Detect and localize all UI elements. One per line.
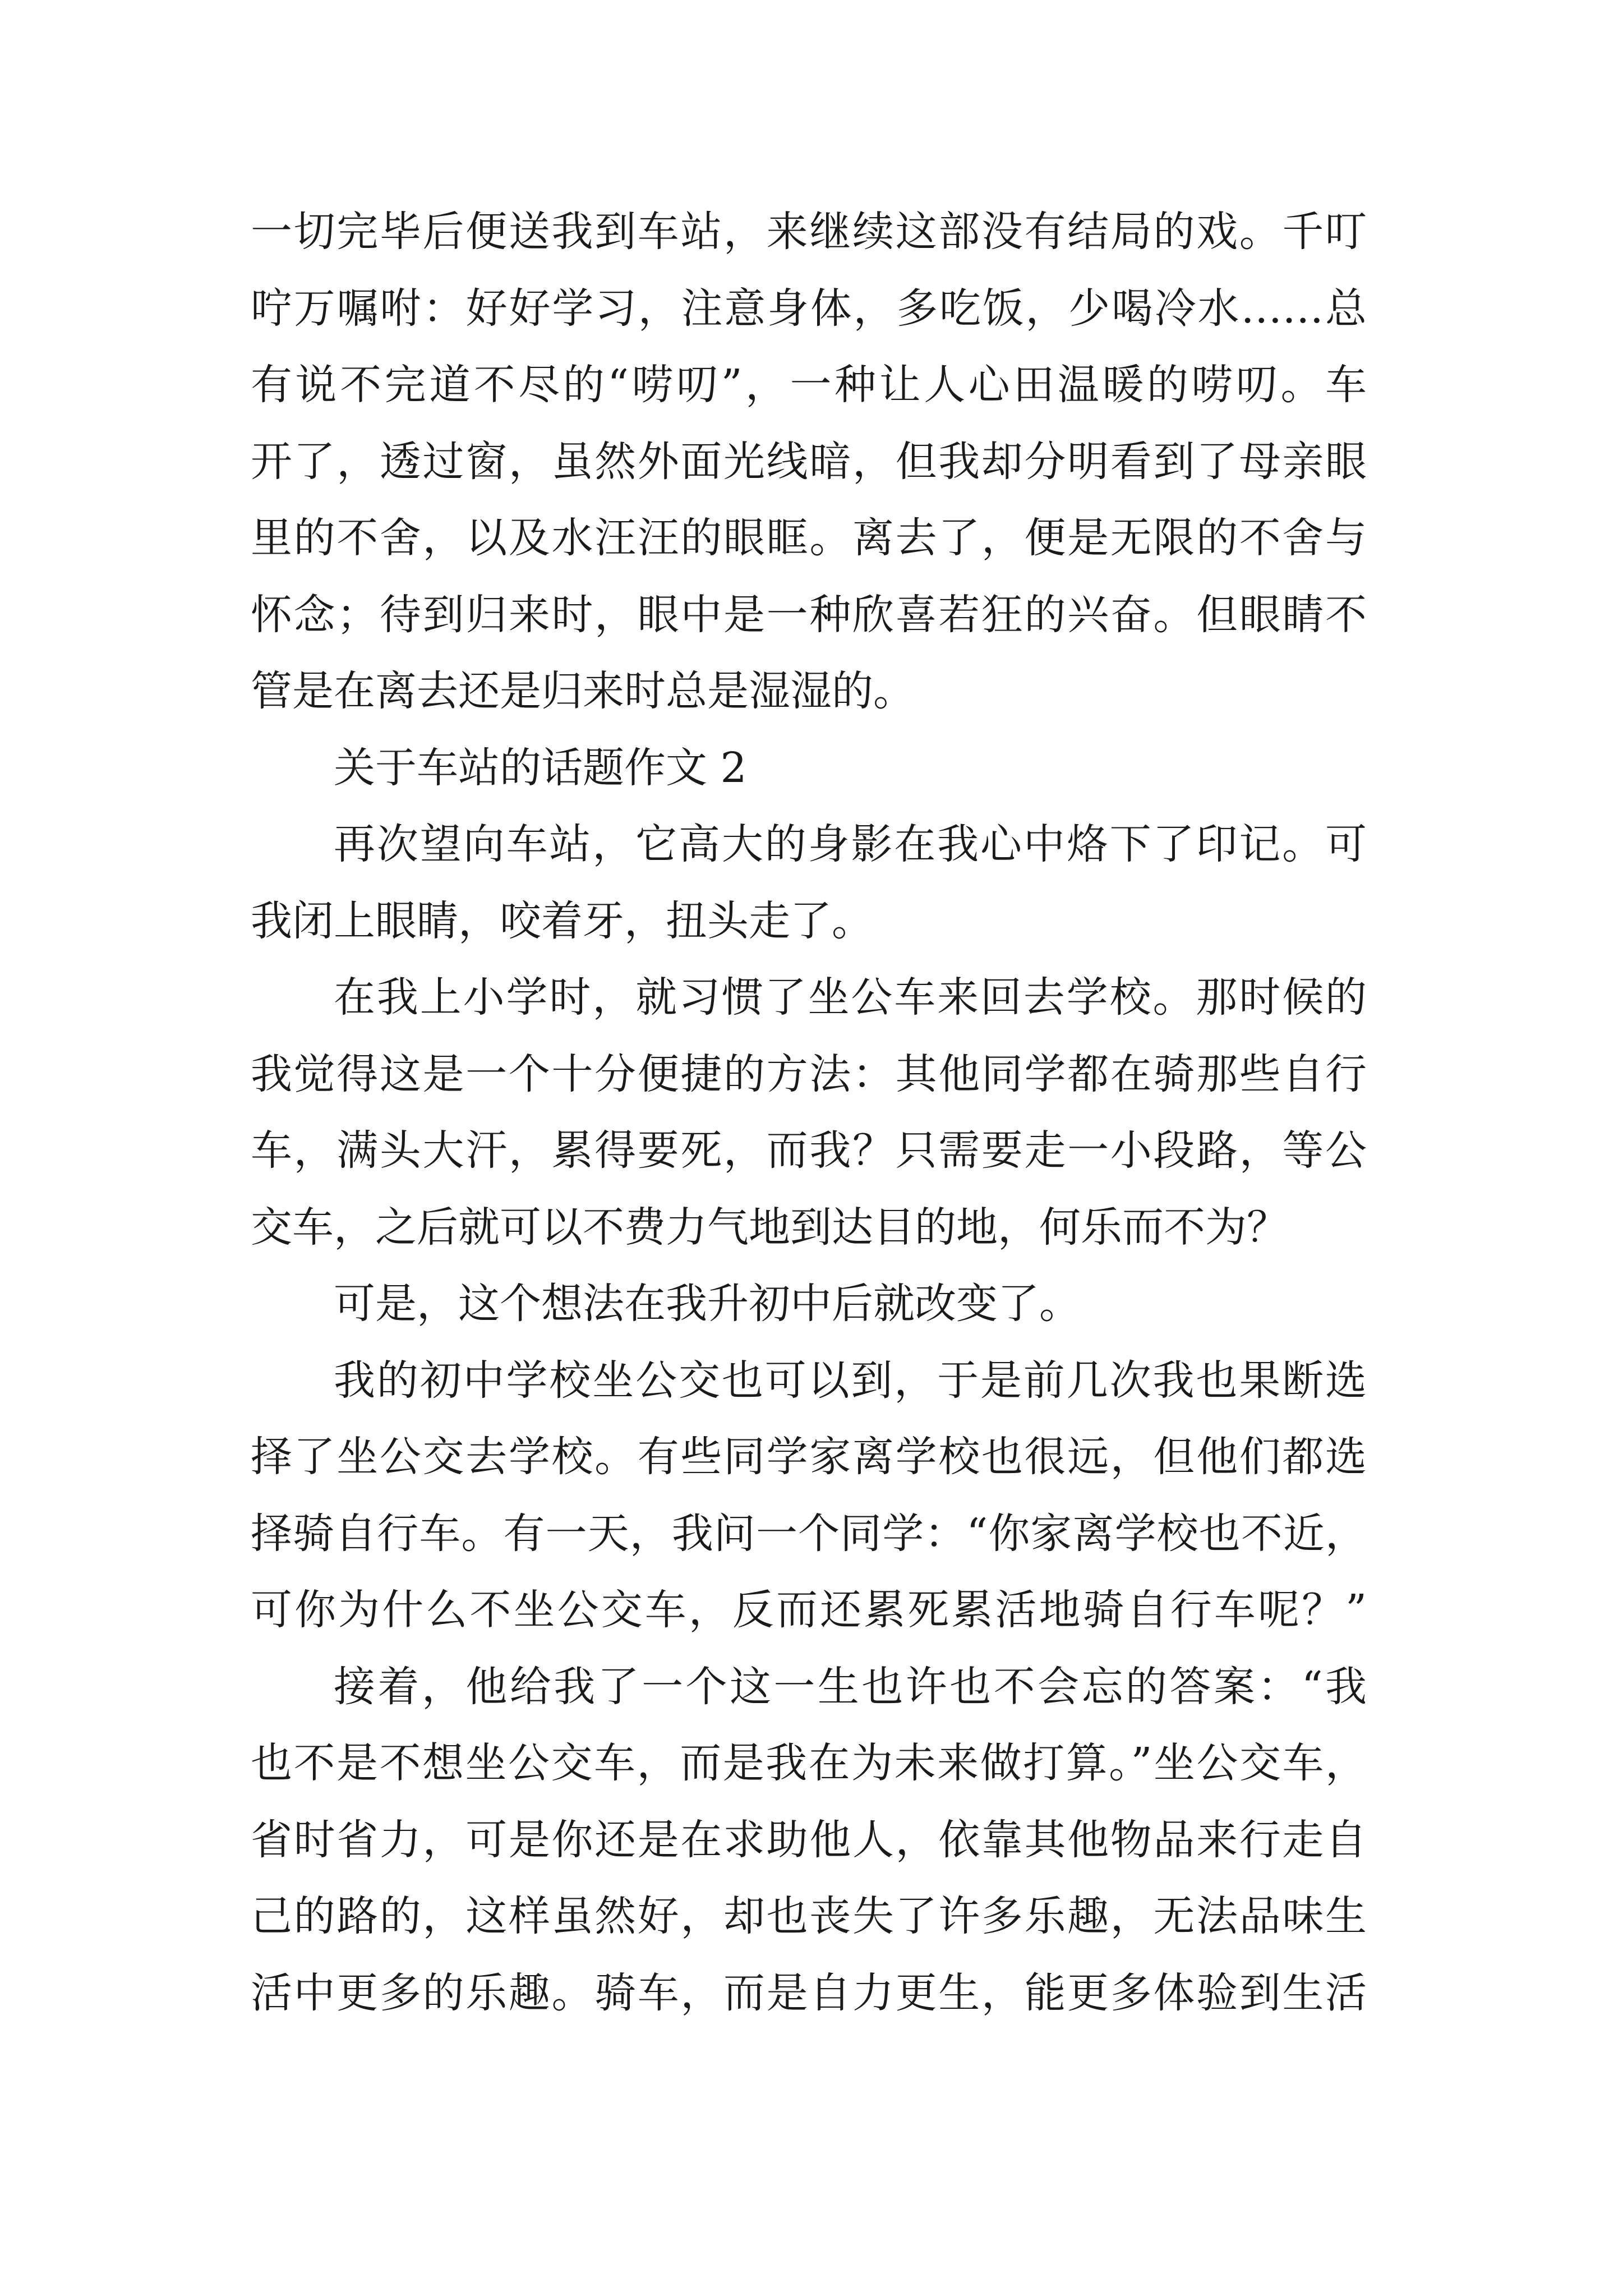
text-line: 可是，这个想法在我升初中后就改变了。 xyxy=(334,1280,1081,1328)
text-line: 也不是不想坐公交车，而是我在为未来做打算。”坐公交车， xyxy=(251,1739,1367,1787)
text-line: 有说不完道不尽的“唠叨”，一种让人心田温暖的唠叨。车 xyxy=(251,361,1367,409)
section-heading: 关于车站的话题作文 2 xyxy=(334,743,747,792)
text-line: 己的路的，这样虽然好，却也丧失了许多乐趣，无法品味生 xyxy=(251,1892,1367,1940)
text-line: 接着，他给我了一个这一生也许也不会忘的答案：“我 xyxy=(334,1662,1367,1711)
text-line: 一切完毕后便送我到车站，来继续这部没有结局的戏。千叮 xyxy=(251,208,1367,256)
text-line: 在我上小学时，就习惯了坐公车来回去学校。那时候的 xyxy=(334,973,1367,1022)
text-line: 我闭上眼睛，咬着牙，扭头走了。 xyxy=(251,896,873,945)
text-line: 我的初中学校坐公交也可以到，于是前几次我也果断选 xyxy=(334,1356,1367,1405)
text-line: 再次望向车站，它高大的身影在我心中烙下了印记。可 xyxy=(334,820,1367,868)
text-line: 择了坐公交去学校。有些同学家离学校也很远，但他们都选 xyxy=(251,1433,1367,1481)
text-line: 交车，之后就可以不费力气地到达目的地，何乐而不为？ xyxy=(251,1203,1288,1251)
text-line: 咛万嘱咐：好好学习，注意身体，多吃饭，少喝冷水……总 xyxy=(251,284,1367,333)
text-line: 活中更多的乐趣。骑车，而是自力更生，能更多体验到生活 xyxy=(251,1968,1367,2017)
text-line: 怀念；待到归来时，眼中是一种欣喜若狂的兴奋。但眼睛不 xyxy=(251,590,1367,639)
text-line: 择骑自行车。有一天，我问一个同学：“你家离学校也不近， xyxy=(251,1509,1367,1558)
text-line: 省时省力，可是你还是在求助他人，依靠其他物品来行走自 xyxy=(251,1815,1367,1864)
text-line: 车，满头大汗，累得要死，而我？只需要走一小段路，等公 xyxy=(251,1126,1367,1175)
text-line: 我觉得这是一个十分便捷的方法：其他同学都在骑那些自行 xyxy=(251,1050,1367,1098)
essay-body xyxy=(251,194,1367,2031)
text-line: 里的不舍，以及水汪汪的眼眶。离去了，便是无限的不舍与 xyxy=(251,514,1367,562)
text-line: 管是在离去还是归来时总是湿湿的。 xyxy=(251,667,915,715)
text-line: 可你为什么不坐公交车，反而还累死累活地骑自行车呢？” xyxy=(251,1586,1367,1634)
text-line: 开了，透过窗，虽然外面光线暗，但我却分明看到了母亲眼 xyxy=(251,437,1367,486)
